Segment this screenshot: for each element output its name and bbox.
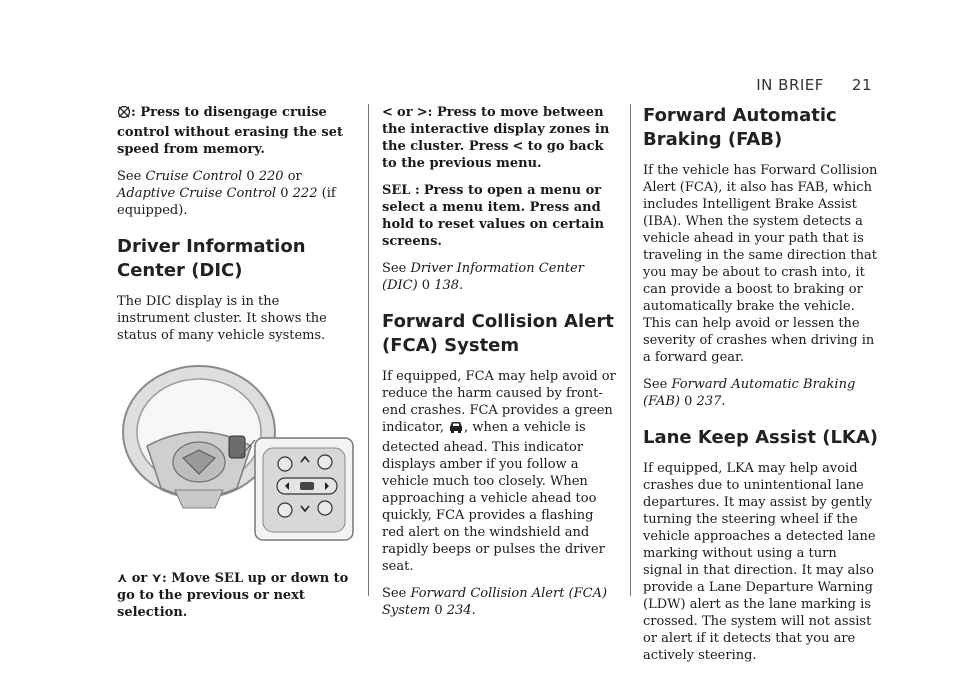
fab-paragraph: If the vehicle has Forward Collision Alert (FCA), it also has FAB, which includes Intelligent Brake Assist (IBA). When the system detects a vehicle ahead in your path that is traveling in the same direction that you may be about to crash into, it can provide a boost to braking or automatically brake the vehicle. This can help avoid or lessen the severity of crashes when driving in a forward gear. <box>643 163 878 365</box>
fca-page[interactable]: 234 <box>446 603 472 618</box>
column-divider <box>368 104 369 596</box>
cancel-description: : Press to disengage cruise control without erasing the set speed from memory. <box>117 105 343 157</box>
dic-page[interactable]: 138 <box>434 278 460 293</box>
lka-heading: Lane Keep Assist (LKA) <box>643 427 879 448</box>
dic-paragraph: The DIC display is in the instrument cluster. It shows the status of many vehicle systems. <box>117 294 327 343</box>
updown-description: : Move SEL up or down to go to the previous or next selection. <box>117 571 349 620</box>
adaptive-cruise-page[interactable]: 222 <box>292 186 318 201</box>
see-label: See <box>382 261 407 276</box>
page-ref-icon: 0 <box>280 186 289 201</box>
fca-text-1: If equipped, FCA may help avoid or reduce the harm caused by front-end crashes. FCA provides a green indicator, <box>382 369 616 435</box>
cancel-paragraph <box>117 104 355 158</box>
leftright-paragraph <box>382 104 618 172</box>
cruise-control-page[interactable]: 220 <box>258 169 284 184</box>
updown-or: or <box>131 571 148 586</box>
chevron-up-icon: ⋏ <box>117 571 128 586</box>
fab-see-also: See Forward Automatic Braking (FAB) 0 237. <box>643 377 856 409</box>
sel-label: SEL : <box>382 183 420 198</box>
fca-text-2: , when a vehicle is detected ahead. This indicator displays amber if you follow a vehicle much too closely. When approaching a vehicle ahead too quickly, FCA provides a flashing red alert on the windshield and rapidly beeps or pulses the driver seat. <box>382 420 605 574</box>
dic-link[interactable]: Driver Information Center (DIC) <box>382 261 584 293</box>
fab-heading: Forward Automatic Braking (FAB) <box>643 105 837 150</box>
fca-link[interactable]: Forward Collision Alert (FCA) System <box>382 586 608 618</box>
see-label: See <box>643 377 668 392</box>
leftright-description-1: : Press to move between the interactive display zones in the cluster. Press <box>382 105 610 154</box>
chevron-down-icon: ⋎ <box>151 571 162 586</box>
cruise-control-link[interactable]: Cruise Control <box>145 169 243 184</box>
page-ref-icon: 0 <box>421 278 431 293</box>
see-label: See <box>117 169 142 184</box>
sel-paragraph <box>382 182 618 250</box>
page-ref-icon: 0 <box>434 603 443 618</box>
fca-heading: Forward Collision Alert (FCA) System <box>382 311 614 356</box>
chevron-right-icon: > <box>416 105 428 120</box>
sel-description: Press to open a menu or select a menu item. Press and hold to reset values on certain screens. <box>382 183 605 249</box>
vehicle-ahead-icon <box>448 420 464 439</box>
fca-see-also: See Forward Collision Alert (FCA) System 0 234. <box>382 586 608 618</box>
chevron-left-icon: < <box>512 139 524 154</box>
page-number: 21 <box>851 76 872 94</box>
cruise-cancel-icon <box>117 105 131 124</box>
see-label: See <box>382 586 407 601</box>
column-1 <box>117 104 355 631</box>
lka-paragraph: If equipped, LKA may help avoid crashes due to unintentional lane departures. It may assist by gently turning the steering wheel if the vehicle approaches a detected lane marking without using a turn signal in that direction. It may also provide a Lane Departure Warning (LDW) alert as the lane marking is crossed. The system will not assist or alert if it detects that you are actively steering. <box>643 461 876 663</box>
leftright-description-2: to go back to the previous menu. <box>382 139 604 171</box>
running-header <box>756 76 872 94</box>
steering-wheel-figure <box>117 358 355 558</box>
page-ref-icon: 0 <box>684 394 693 409</box>
fca-paragraph <box>382 368 618 575</box>
or-text: or <box>287 169 302 184</box>
updown-paragraph <box>117 570 355 621</box>
page-ref-icon: 0 <box>246 169 255 184</box>
leftright-or: or <box>397 105 413 120</box>
cruise-see-also <box>117 168 355 219</box>
dic-heading: Driver Information Center (DIC) <box>117 236 306 281</box>
column-3 <box>643 104 879 674</box>
fab-page[interactable]: 237 <box>696 394 722 409</box>
if-equipped-text: (if equipped). <box>117 186 336 218</box>
section-title: IN BRIEF <box>756 76 824 94</box>
adaptive-cruise-link[interactable]: Adaptive Cruise Control <box>117 186 277 201</box>
chevron-left-icon: < <box>382 105 393 120</box>
dic-see-also: See Driver Information Center (DIC) 0 138. <box>382 261 584 293</box>
fab-link[interactable]: Forward Automatic Braking (FAB) <box>643 377 856 409</box>
column-divider <box>630 104 631 596</box>
column-2 <box>382 104 618 629</box>
